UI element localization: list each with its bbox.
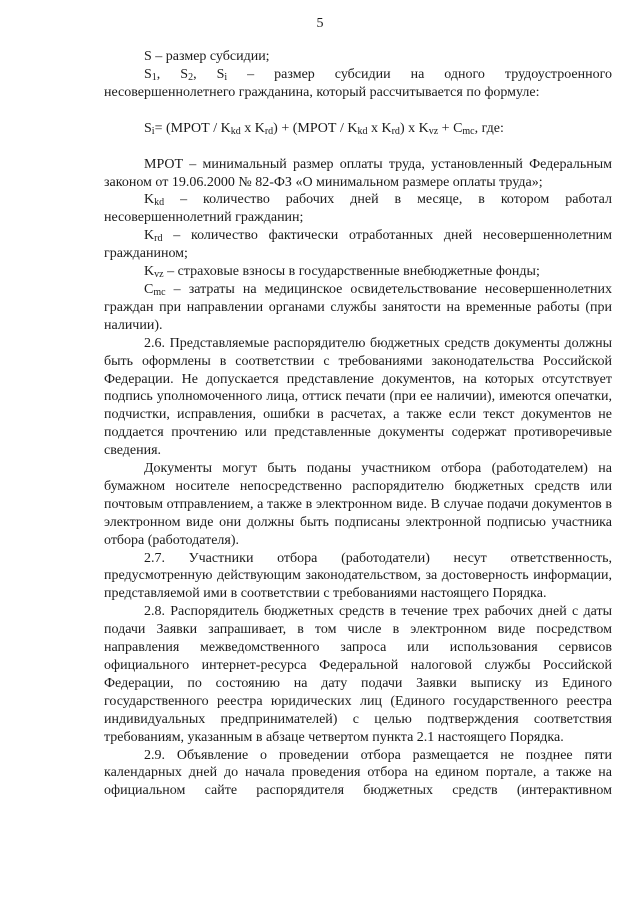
- paragraph-subsidy-definition: S – размер субсидии;: [144, 49, 270, 64]
- spacer: [104, 138, 612, 156]
- paragraph-2-9: 2.9. Объявление о проведении отбора размещается не позднее пяти календарных дней до начала проведения отбора на едином портале, а также на официальном сайте распорядителя бюджетных средств (интерактивном: [104, 747, 612, 799]
- paragraph-documents-submission: Документы могут быть поданы участником отбора (работодателем) на бумажном носителе непосредственно распорядителю бюджетных средств или почтовым отправлением, а также в электронном виде. В случае подачи документов в электронном виде они должны быть подписаны электронной подписью участника отбора (работодателя).: [104, 461, 612, 548]
- paragraph-2-6: 2.6. Представляемые распорядителю бюджетных средств документы должны быть оформлены в соответствии с требованиями законодательства Российской Федерации. Не допускается представление документов, на которых отсутствует подпись уполномоченного лица, оттиск печати (при ее наличии), имеются опечатки, подчистки, исправления, ошибки в расчетах, а также если текст документов не поддается прочтению или представленные документы содержат противоречивые сведения.: [104, 335, 612, 459]
- document-body: [104, 48, 612, 800]
- paragraph-2-7: 2.7. Участники отбора (работодатели) несут ответственность, предусмотренную действующим законодательством, за достоверность информации, представляемой ими в соответствии с требованиями настоящего Порядка.: [104, 550, 612, 602]
- paragraph-mrot: МРОТ – минимальный размер оплаты труда, установленный Федеральным законом от 19.06.2000 № 82-ФЗ «О минимальном размере оплаты труда»;: [104, 156, 612, 190]
- paragraph-kkd: $K_{kd}$ – количество рабочих дней в месяце, в котором работал несовершеннолетний гражданин;: [104, 192, 612, 226]
- subsidy-formula: $S_i=$ (МРОТ / $K_{kd}$ х $K_{rd}$) + (МРОТ / $K_{kd}$ х $K_{rd}$) х $K_{vz} + C_{mc}$, где:: [144, 120, 504, 137]
- paragraph-cmc: $C_{mc}$ – затраты на медицинское освидетельствование несовершеннолетних граждан при направлении органами службы занятости на временные работы (при наличии).: [104, 281, 612, 333]
- paragraph-si-definition-line2: несовершеннолетнего гражданина, который рассчитывается по формуле:: [104, 84, 540, 100]
- paragraph-si-definition-line1: $S_1$, $S_2$, $S_i$ – размер субсидии на одного трудоустроенного: [144, 66, 612, 83]
- paragraph-kvz: $K_{vz}$ – страховые взносы в государственные внебюджетные фонды;: [144, 264, 540, 281]
- page-number: 5: [316, 16, 324, 31]
- spacer: [104, 102, 612, 120]
- paragraph-2-8: 2.8. Распорядитель бюджетных средств в течение трех рабочих дней с даты подачи Заявки запрашивает, в том числе в электронном виде посредством направления межведомственного запроса или использования сервисов официального интернет-ресурса Федеральной налоговой службы Российской Федерации, по состоянию на дату подачи Заявки выписку из Единого государственного реестра юридических лиц (Единого государственного реестра индивидуальных предпринимателей) с целью подтверждения соответствия требованиям, указанным в абзаце четвертом пункта 2.1 настоящего Порядка.: [104, 604, 612, 745]
- paragraph-krd: $K_{rd}$ – количество фактически отработанных дней несовершеннолетним гражданином;: [104, 228, 612, 262]
